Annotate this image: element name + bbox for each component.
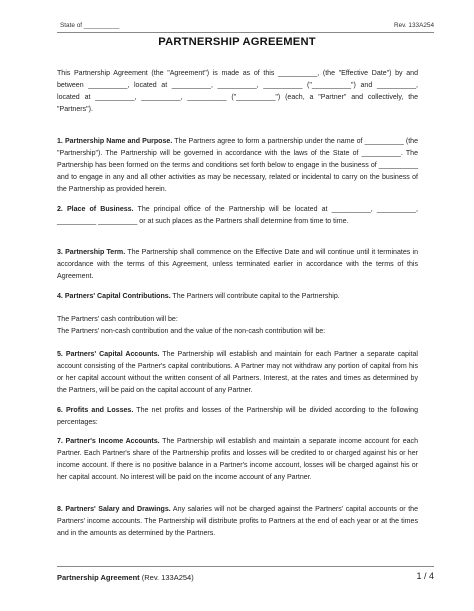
section-heading: 5. Partners' Capital Accounts.: [57, 351, 160, 358]
section-text: The Partnership will establish and maintain a separate income account for each Partner. Each Partner's share of the Partnership profits and losses will be credited to or charged against his or her income account. If there is no positive balance in a Partner's income account, losses will be charged against his or her capital account. No interest will be paid on the income account of any Partner.: [57, 438, 418, 481]
section-text: The Partners will contribute capital to the Partnership.: [170, 293, 340, 300]
section-heading: 8. Partners' Salary and Drawings.: [57, 506, 171, 513]
section-heading: 7. Partner's Income Accounts.: [57, 438, 160, 445]
section-text: The net profits and losses of the Partnership will be divided according to the following percentages:: [57, 407, 418, 426]
section-paragraph: [57, 247, 418, 283]
section-paragraph: [57, 405, 418, 429]
section-7: [57, 436, 418, 484]
page-indicator: 1 / 4: [416, 571, 434, 581]
cash-contribution-block: [57, 314, 418, 338]
intro-paragraph: This Partnership Agreement (the "Agreement") is made as of this __________, (the "Effective Date") by and between __________, located at __________, __________, __________ ("__________") and __________, located at __________, __________, __________ ("__________") (each, a "Partner" and collectively, the "Partners").: [57, 70, 418, 113]
section-heading: 1. Partnership Name and Purpose.: [57, 138, 173, 145]
section-5: [57, 349, 418, 397]
section-heading: 4. Partners' Capital Contributions.: [57, 293, 171, 300]
footer-divider: [57, 566, 434, 567]
revision-label: Rev. 133A254: [393, 22, 434, 29]
section-8: [57, 504, 418, 540]
footer-doc-label: [57, 573, 194, 582]
section-paragraph: [57, 436, 418, 484]
section-text: The Partnership will establish and maintain for each Partner a separate capital account consisting of the Partner's capital contributions. A Partner may not withdraw any portion of capital from his or her capital account without the written consent of all Partners. Interest, at the rates and times as determined by the Partners, will be paid on the capital account of any Partner.: [57, 351, 418, 394]
section-paragraph: [57, 204, 418, 228]
section-paragraph: [57, 291, 418, 303]
footer-revision: (Rev. 133A254): [139, 573, 194, 582]
state-label: State of __________: [60, 22, 120, 29]
cash-contribution-line: The Partners' cash contribution will be:: [57, 316, 178, 323]
section-heading: 6. Profits and Losses.: [57, 407, 134, 414]
section-3: [57, 247, 418, 283]
section-2: [57, 204, 418, 228]
footer-doc-name: Partnership Agreement: [57, 573, 140, 582]
intro-block: [57, 68, 418, 116]
noncash-contribution-line: The Partners' non-cash contribution and the value of the non-cash contribution will be:: [57, 327, 326, 335]
section-paragraph: [57, 136, 418, 196]
header-divider: [57, 32, 434, 33]
section-heading: 3. Partnership Term.: [57, 249, 126, 256]
document-title: PARTNERSHIP AGREEMENT: [158, 36, 316, 48]
section-6: [57, 405, 418, 429]
section-paragraph: [57, 504, 418, 540]
section-paragraph: [57, 349, 418, 397]
section-1: [57, 136, 418, 196]
section-text: The principal office of the Partnership will be located at __________, __________, __________ __________ or at such places as the Partners shall determine from time to time.: [57, 206, 418, 225]
section-text: Any salaries will not be charged against the Partners' capital accounts or the Partners' income accounts. The Partnership will distribute profits to Partners at the end of each year or at the times and in the amounts as determined by the Partners.: [57, 506, 418, 537]
section-heading: 2. Place of Business.: [57, 206, 134, 213]
section-text: The Partnership shall commence on the Effective Date and will continue until it terminates in accordance with the terms of this Agreement, unless terminated earlier in accordance with the terms of this Agreement.: [57, 249, 419, 280]
section-4: [57, 291, 418, 303]
section-text: The Partners agree to form a partnership under the name of __________ (the "Partnership"). The Partnership will be governed in accordance with the laws of the State of __________. The Partnership has been formed on the terms and conditions set forth below to engage in the business of __________ and to engage in any and all other activities as may be necessary, related or incidental to carry on the business of the Partnership as provided herein.: [57, 138, 418, 193]
